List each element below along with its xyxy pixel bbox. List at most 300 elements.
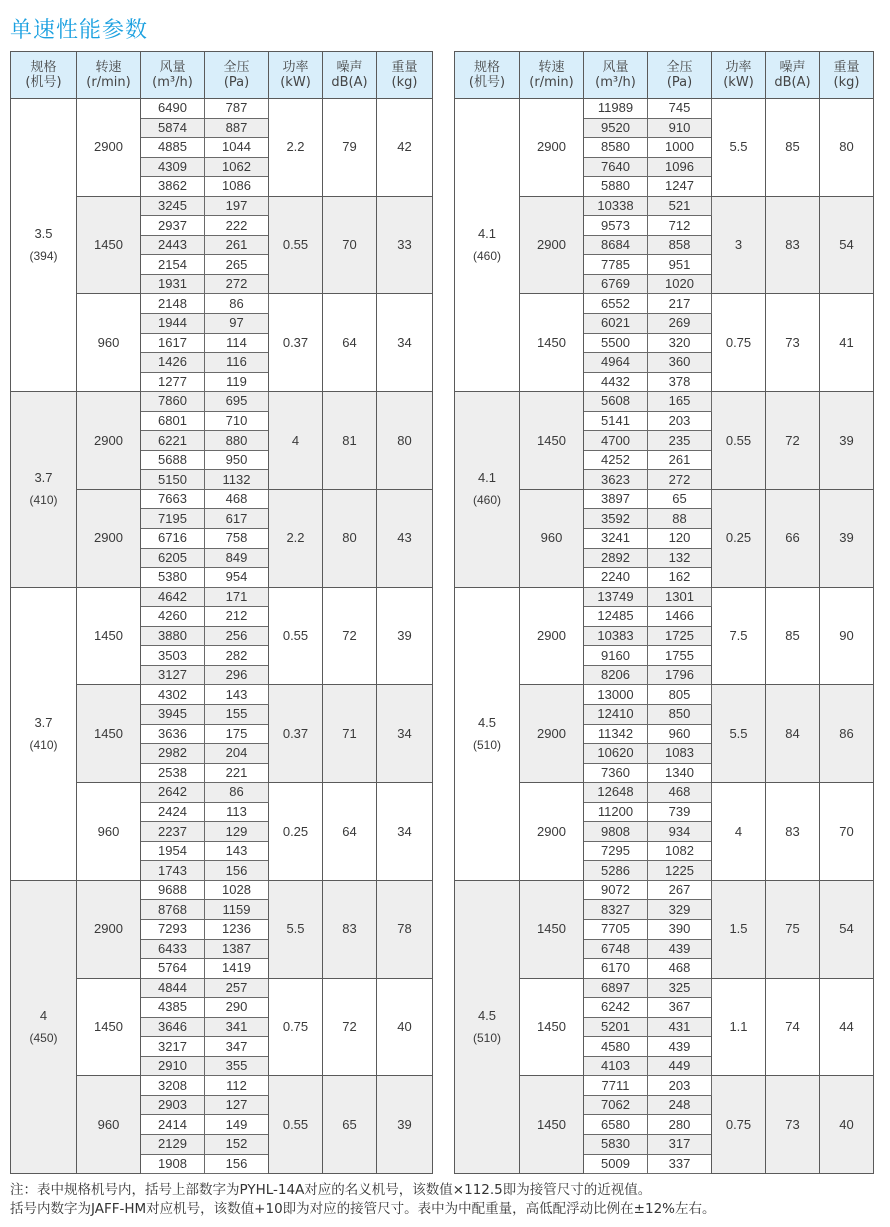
airflow-cell: 2424 [141,802,205,822]
pressure-cell: 221 [205,763,269,783]
pressure-cell: 850 [648,704,712,724]
airflow-cell: 6221 [141,431,205,451]
pressure-cell: 739 [648,802,712,822]
airflow-cell: 6021 [584,314,648,334]
pressure-cell: 120 [648,529,712,549]
airflow-cell: 1277 [141,372,205,392]
speed-cell: 960 [77,1076,141,1174]
airflow-cell: 6433 [141,939,205,959]
noise-cell: 75 [766,880,820,978]
airflow-cell: 6801 [141,411,205,431]
pressure-cell: 171 [205,587,269,607]
airflow-cell: 7295 [584,841,648,861]
weight-cell: 39 [820,489,874,587]
pressure-cell: 617 [205,509,269,529]
speed-cell: 2900 [77,99,141,197]
jaff-model-number: (410) [29,737,58,752]
table-row [11,99,433,119]
airflow-cell: 6205 [141,548,205,568]
pressure-cell: 887 [205,118,269,138]
pressure-cell: 390 [648,919,712,939]
airflow-cell: 1954 [141,841,205,861]
pressure-cell: 934 [648,822,712,842]
airflow-cell: 11989 [584,99,648,119]
airflow-cell: 2240 [584,568,648,588]
airflow-cell: 2642 [141,783,205,803]
airflow-cell: 3897 [584,489,648,509]
airflow-cell: 3862 [141,177,205,197]
airflow-cell: 4844 [141,978,205,998]
airflow-cell: 13000 [584,685,648,705]
pressure-cell: 272 [205,274,269,294]
power-cell: 0.55 [712,392,766,490]
weight-cell: 39 [377,1076,433,1174]
weight-cell: 34 [377,294,433,392]
weight-cell: 86 [820,685,874,783]
pressure-cell: 951 [648,255,712,275]
header-row [11,52,433,99]
pressure-cell: 212 [205,607,269,627]
pressure-cell: 1796 [648,665,712,685]
noise-cell: 79 [323,99,377,197]
speed-cell: 960 [77,783,141,881]
airflow-cell: 3636 [141,724,205,744]
pressure-cell: 116 [205,353,269,373]
airflow-cell: 9072 [584,880,648,900]
pressure-cell: 257 [205,978,269,998]
weight-cell: 34 [377,783,433,881]
airflow-cell: 7195 [141,509,205,529]
airflow-cell: 5141 [584,411,648,431]
airflow-cell: 1931 [141,274,205,294]
table-row [455,880,874,900]
speed-cell: 1450 [77,587,141,685]
pressure-cell: 337 [648,1154,712,1174]
airflow-cell: 3503 [141,646,205,666]
pressure-cell: 129 [205,822,269,842]
power-cell: 0.55 [269,587,323,685]
pressure-cell: 203 [648,411,712,431]
pressure-cell: 1755 [648,646,712,666]
airflow-cell: 3623 [584,470,648,490]
airflow-cell: 5150 [141,470,205,490]
model-number: 4.5 [477,714,497,730]
noise-cell: 64 [323,783,377,881]
airflow-cell: 5688 [141,450,205,470]
pressure-cell: 197 [205,196,269,216]
pressure-cell: 296 [205,665,269,685]
pressure-cell: 468 [648,959,712,979]
airflow-cell: 7062 [584,1095,648,1115]
airflow-cell: 4885 [141,138,205,158]
pressure-cell: 65 [648,489,712,509]
pressure-cell: 468 [205,489,269,509]
pressure-cell: 355 [205,1056,269,1076]
model-number: 4.1 [477,226,497,242]
weight-cell: 42 [377,99,433,197]
airflow-cell: 10383 [584,626,648,646]
airflow-cell: 2937 [141,216,205,236]
airflow-cell: 4700 [584,431,648,451]
model-number: 3.5 [34,226,53,242]
model-number: 4.5 [477,1007,497,1023]
pressure-cell: 261 [205,235,269,255]
pressure-cell: 267 [648,880,712,900]
speed-cell: 2900 [520,783,584,881]
table-body [11,99,433,1174]
airflow-cell: 7663 [141,489,205,509]
noise-cell: 72 [323,978,377,1076]
airflow-cell: 4642 [141,587,205,607]
speed-cell: 2900 [520,99,584,197]
airflow-cell: 8580 [584,138,648,158]
pressure-cell: 712 [648,216,712,236]
performance-table-left [10,51,433,1174]
weight-cell: 40 [820,1076,874,1174]
pressure-cell: 954 [205,568,269,588]
pressure-cell: 1225 [648,861,712,881]
pressure-cell: 152 [205,1134,269,1154]
airflow-cell: 1426 [141,353,205,373]
model-cell [11,99,77,392]
weight-cell: 34 [377,685,433,783]
power-cell: 0.55 [269,1076,323,1174]
pressure-cell: 127 [205,1095,269,1115]
power-cell: 4 [269,392,323,490]
pressure-cell: 1062 [205,157,269,177]
power-cell: 0.55 [269,196,323,294]
model-cell [455,99,520,392]
pressure-cell: 112 [205,1076,269,1096]
airflow-cell: 2129 [141,1134,205,1154]
speed-cell: 1450 [520,1076,584,1174]
airflow-cell: 4964 [584,353,648,373]
airflow-cell: 3208 [141,1076,205,1096]
pressure-cell: 960 [648,724,712,744]
pressure-cell: 1000 [648,138,712,158]
header-airflow: 风量 (m³/h) [141,52,205,99]
pressure-cell: 449 [648,1056,712,1076]
airflow-cell: 3241 [584,529,648,549]
power-cell: 3 [712,196,766,294]
airflow-cell: 7711 [584,1076,648,1096]
power-cell: 0.75 [269,978,323,1076]
table-body [455,99,874,1174]
pressure-cell: 97 [205,314,269,334]
airflow-cell: 6552 [584,294,648,314]
pressure-cell: 360 [648,353,712,373]
airflow-cell: 2443 [141,235,205,255]
airflow-cell: 4309 [141,157,205,177]
speed-cell: 1450 [77,978,141,1076]
weight-cell: 44 [820,978,874,1076]
pressure-cell: 1159 [205,900,269,920]
pressure-cell: 165 [648,392,712,412]
airflow-cell: 5380 [141,568,205,588]
airflow-cell: 13749 [584,587,648,607]
pressure-cell: 367 [648,998,712,1018]
pressure-cell: 261 [648,450,712,470]
model-cell [11,587,77,880]
speed-cell: 2900 [520,587,584,685]
airflow-cell: 6242 [584,998,648,1018]
noise-cell: 73 [766,294,820,392]
airflow-cell: 8206 [584,665,648,685]
airflow-cell: 5830 [584,1134,648,1154]
pressure-cell: 114 [205,333,269,353]
jaff-model-number: (460) [472,249,501,264]
airflow-cell: 4103 [584,1056,648,1076]
speed-cell: 960 [77,294,141,392]
weight-cell: 39 [377,587,433,685]
airflow-cell: 3945 [141,704,205,724]
footnote-line-1: 注：表中规格机号内，括号上部数字为PYHL-14A对应的名义机号，该数值×112.5即为接管尺寸的近视值。 [10,1182,652,1198]
pressure-cell: 175 [205,724,269,744]
speed-cell: 2900 [520,685,584,783]
pressure-cell: 272 [648,470,712,490]
weight-cell: 40 [377,978,433,1076]
pressure-cell: 787 [205,99,269,119]
pressure-cell: 162 [648,568,712,588]
airflow-cell: 9520 [584,118,648,138]
pressure-cell: 248 [648,1095,712,1115]
power-cell: 0.75 [712,294,766,392]
airflow-cell: 6170 [584,959,648,979]
airflow-cell: 5009 [584,1154,648,1174]
pressure-cell: 203 [648,1076,712,1096]
noise-cell: 72 [323,587,377,685]
weight-cell: 78 [377,880,433,978]
power-cell: 1.5 [712,880,766,978]
pressure-cell: 1387 [205,939,269,959]
pressure-cell: 431 [648,1017,712,1037]
airflow-cell: 5764 [141,959,205,979]
airflow-cell: 6716 [141,529,205,549]
pressure-cell: 217 [648,294,712,314]
pressure-cell: 156 [205,1154,269,1174]
airflow-cell: 2892 [584,548,648,568]
weight-cell: 54 [820,880,874,978]
model-cell [455,880,520,1173]
noise-cell: 64 [323,294,377,392]
header-pressure: 全压 (Pa) [648,52,712,99]
jaff-model-number: (460) [472,493,501,508]
power-cell: 5.5 [712,99,766,197]
power-cell: 0.75 [712,1076,766,1174]
jaff-model-number: (450) [29,1030,58,1045]
airflow-cell: 1944 [141,314,205,334]
pressure-cell: 710 [205,411,269,431]
speed-cell: 1450 [520,294,584,392]
airflow-cell: 7785 [584,255,648,275]
airflow-cell: 6769 [584,274,648,294]
model-number: 3.7 [34,470,53,486]
pressure-cell: 521 [648,196,712,216]
pressure-cell: 290 [205,998,269,1018]
speed-cell: 2900 [77,489,141,587]
airflow-cell: 4252 [584,450,648,470]
weight-cell: 33 [377,196,433,294]
pressure-cell: 1028 [205,880,269,900]
table-row [455,392,874,412]
noise-cell: 81 [323,392,377,490]
airflow-cell: 4260 [141,607,205,627]
pressure-cell: 1301 [648,587,712,607]
airflow-cell: 6490 [141,99,205,119]
airflow-cell: 5608 [584,392,648,412]
pressure-cell: 113 [205,802,269,822]
pressure-cell: 695 [205,392,269,412]
airflow-cell: 4580 [584,1037,648,1057]
header-weight: 重量 (kg) [820,52,874,99]
pressure-cell: 222 [205,216,269,236]
speed-cell: 1450 [77,196,141,294]
noise-cell: 85 [766,99,820,197]
speed-cell: 1450 [77,685,141,783]
model-number: 4.1 [477,470,497,486]
footnote-line-2: 括号内数字为JAFF-HM对应机号，该数值+10即为对应的接管尺寸。表中为中配重量，高低配浮动比例在±12%左右。 [10,1201,716,1217]
pressure-cell: 149 [205,1115,269,1135]
noise-cell: 85 [766,587,820,685]
pressure-cell: 1340 [648,763,712,783]
noise-cell: 83 [766,196,820,294]
pressure-cell: 320 [648,333,712,353]
weight-cell: 43 [377,489,433,587]
table-row [11,392,433,412]
pressure-cell: 317 [648,1134,712,1154]
power-cell: 2.2 [269,99,323,197]
speed-cell: 960 [520,489,584,587]
airflow-cell: 3880 [141,626,205,646]
pressure-cell: 235 [648,431,712,451]
header-airflow: 风量 (m³/h) [584,52,648,99]
pressure-cell: 1466 [648,607,712,627]
pressure-cell: 1086 [205,177,269,197]
jaff-model-number: (510) [472,737,501,752]
airflow-cell: 2154 [141,255,205,275]
airflow-cell: 5874 [141,118,205,138]
power-cell: 5.5 [712,685,766,783]
airflow-cell: 7860 [141,392,205,412]
jaff-model-number: (510) [472,1030,501,1045]
airflow-cell: 5286 [584,861,648,881]
airflow-cell: 5880 [584,177,648,197]
weight-cell: 41 [820,294,874,392]
airflow-cell: 6580 [584,1115,648,1135]
airflow-cell: 4432 [584,372,648,392]
pressure-cell: 378 [648,372,712,392]
airflow-cell: 2148 [141,294,205,314]
pressure-cell: 858 [648,235,712,255]
model-cell [455,587,520,880]
pressure-cell: 347 [205,1037,269,1057]
noise-cell: 73 [766,1076,820,1174]
header-weight: 重量 (kg) [377,52,433,99]
power-cell: 0.37 [269,294,323,392]
weight-cell: 54 [820,196,874,294]
pressure-cell: 86 [205,294,269,314]
jaff-model-number: (394) [29,249,58,264]
power-cell: 2.2 [269,489,323,587]
table-row [455,99,874,119]
power-cell: 5.5 [269,880,323,978]
page-title: 单速性能参数 [10,18,149,43]
airflow-cell: 7640 [584,157,648,177]
weight-cell: 80 [377,392,433,490]
pressure-cell: 745 [648,99,712,119]
pressure-cell: 1044 [205,138,269,158]
power-cell: 0.25 [712,489,766,587]
pressure-cell: 1132 [205,470,269,490]
airflow-cell: 9688 [141,880,205,900]
airflow-cell: 6897 [584,978,648,998]
airflow-cell: 1617 [141,333,205,353]
header-model: 规格 (机号) [455,52,520,99]
noise-cell: 74 [766,978,820,1076]
noise-cell: 80 [323,489,377,587]
airflow-cell: 3646 [141,1017,205,1037]
pressure-cell: 1096 [648,157,712,177]
airflow-cell: 2538 [141,763,205,783]
pressure-cell: 849 [205,548,269,568]
pressure-cell: 86 [205,783,269,803]
pressure-cell: 132 [648,548,712,568]
model-number: 4 [39,1007,48,1023]
weight-cell: 39 [820,392,874,490]
pressure-cell: 155 [205,704,269,724]
pressure-cell: 439 [648,1037,712,1057]
airflow-cell: 8768 [141,900,205,920]
airflow-cell: 5500 [584,333,648,353]
pressure-cell: 1725 [648,626,712,646]
airflow-cell: 10620 [584,744,648,764]
weight-cell: 90 [820,587,874,685]
airflow-cell: 12648 [584,783,648,803]
weight-cell: 80 [820,99,874,197]
airflow-cell: 4302 [141,685,205,705]
pressure-cell: 468 [648,783,712,803]
pressure-cell: 1419 [205,959,269,979]
speed-cell: 2900 [77,392,141,490]
model-number: 3.7 [34,714,53,730]
table-row [11,587,433,607]
airflow-cell: 1908 [141,1154,205,1174]
airflow-cell: 5201 [584,1017,648,1037]
airflow-cell: 3127 [141,665,205,685]
airflow-cell: 7360 [584,763,648,783]
airflow-cell: 3217 [141,1037,205,1057]
pressure-cell: 439 [648,939,712,959]
model-cell [455,392,520,587]
table-row [455,587,874,607]
pressure-cell: 256 [205,626,269,646]
airflow-cell: 11342 [584,724,648,744]
header-noise: 噪声 dB(A) [323,52,377,99]
noise-cell: 66 [766,489,820,587]
pressure-cell: 269 [648,314,712,334]
power-cell: 1.1 [712,978,766,1076]
header-row [455,52,874,99]
pressure-cell: 1247 [648,177,712,197]
airflow-cell: 7293 [141,919,205,939]
airflow-cell: 3592 [584,509,648,529]
pressure-cell: 329 [648,900,712,920]
noise-cell: 70 [323,196,377,294]
airflow-cell: 8327 [584,900,648,920]
pressure-cell: 156 [205,861,269,881]
header-speed: 转速 (r/min) [520,52,584,99]
airflow-cell: 2910 [141,1056,205,1076]
